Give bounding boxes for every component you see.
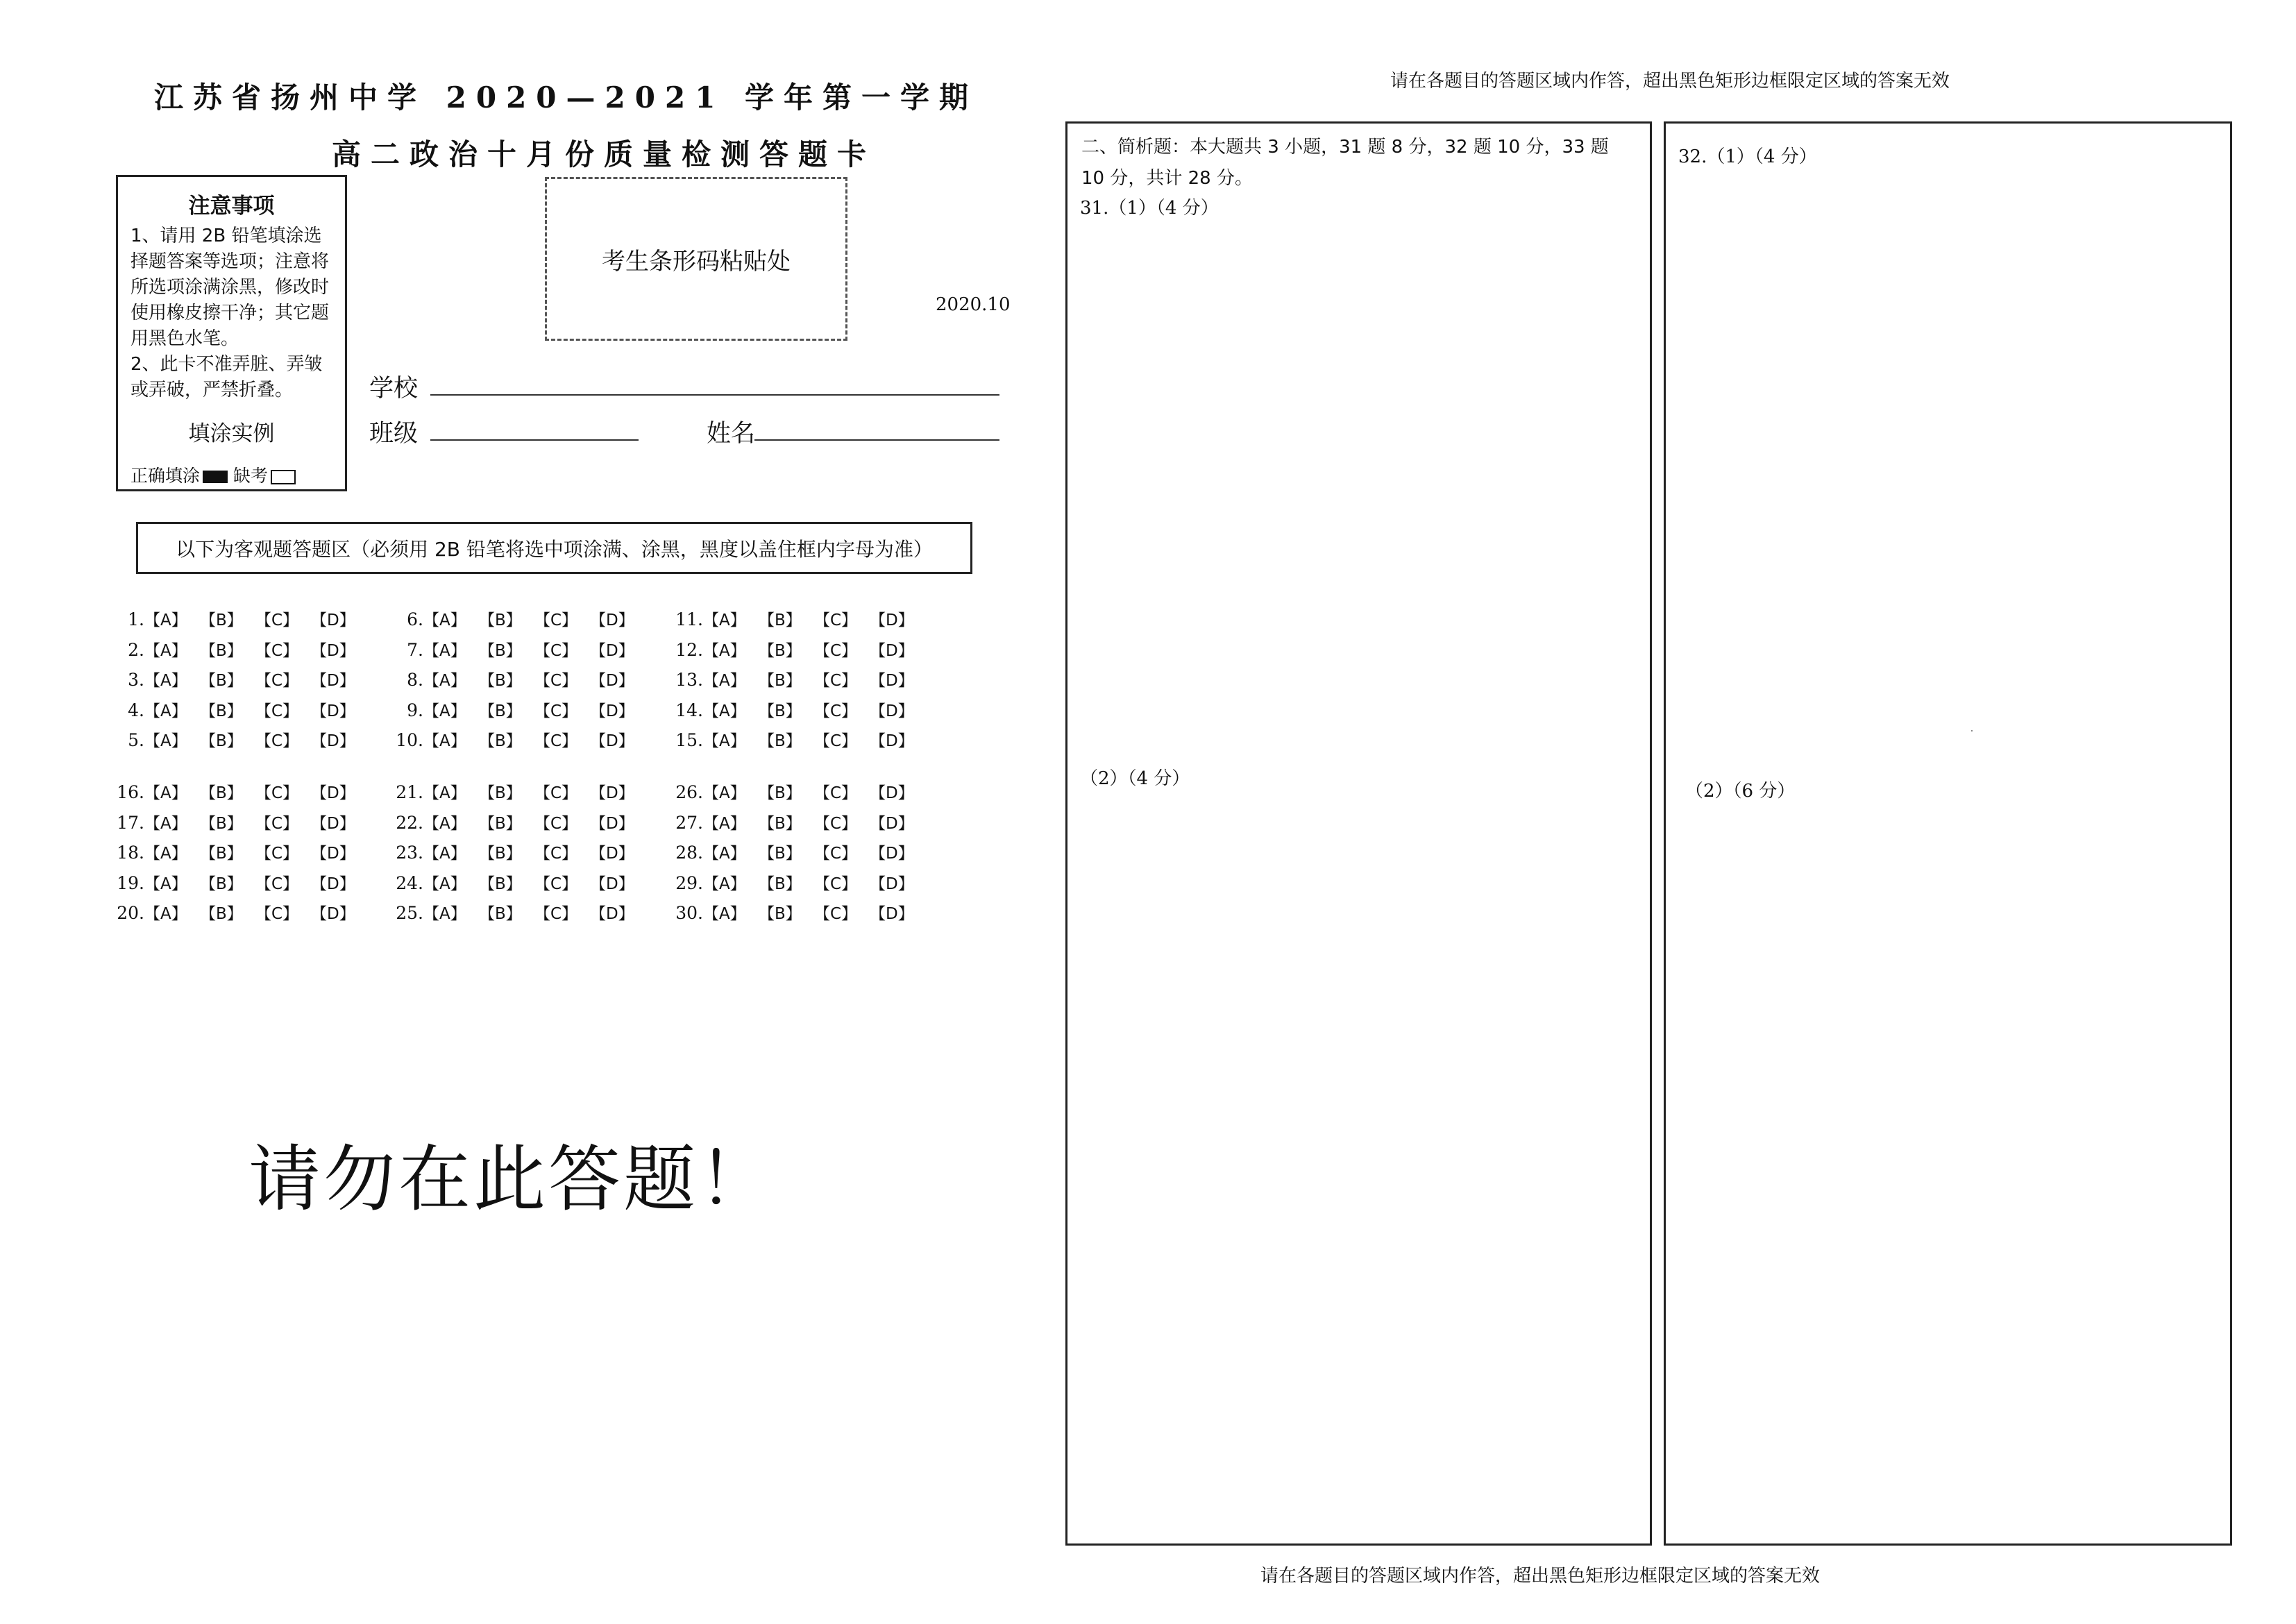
answer-bubble[interactable]: 【C】 [255, 784, 299, 802]
answer-bubble[interactable]: 【A】 [144, 641, 187, 660]
section-heading: 二、简析题：本大题共 3 小题，31 题 8 分，32 题 10 分，33 题 10 分，共计 28 分。 [1081, 137, 1609, 189]
class-label: 班级 [369, 420, 419, 448]
answer-bubble[interactable]: 【D】 [311, 611, 355, 629]
answer-bubble[interactable]: 【B】 [479, 905, 522, 923]
answer-bubble[interactable]: 【A】 [144, 905, 187, 923]
answer-bubble[interactable]: 【A】 [703, 845, 746, 863]
answer-bubble[interactable]: 【C】 [255, 874, 299, 893]
filled-square-icon [203, 471, 228, 483]
answer-bubble[interactable]: 【C】 [534, 874, 578, 893]
answer-bubble[interactable]: 【C】 [814, 611, 858, 629]
question-number: 15. [675, 730, 703, 750]
answer-bubble[interactable]: 【C】 [255, 845, 299, 863]
question-row [390, 700, 645, 721]
question-number: 11. [675, 609, 703, 629]
answer-bubble[interactable]: 【C】 [255, 814, 299, 833]
question-row [670, 700, 925, 721]
question-number: 4. [128, 700, 144, 720]
answer-bubble[interactable]: 【D】 [311, 702, 355, 720]
fill-example-heading: 填涂实例 [188, 421, 275, 446]
answer-bubble[interactable]: 【C】 [534, 702, 578, 720]
answer-bubble[interactable]: 【D】 [311, 814, 355, 833]
answer-bubble[interactable]: 【D】 [311, 672, 355, 690]
answer-bubble[interactable]: 【C】 [534, 732, 578, 750]
answer-sheet-title: 高二政治十月份质量检测答题卡 [332, 137, 877, 171]
question-row [111, 873, 366, 894]
question-number: 5. [128, 730, 144, 750]
correct-fill-label: 正确填涂 [130, 466, 201, 486]
answer-bubble[interactable]: 【D】 [870, 611, 914, 629]
answer-bubble[interactable]: 【D】 [590, 672, 634, 690]
answer-bubble[interactable]: 【D】 [311, 784, 355, 802]
answer-bubble[interactable]: 【B】 [479, 784, 522, 802]
question-row [390, 609, 645, 630]
answer-bubble[interactable]: 【B】 [200, 611, 243, 629]
answer-bubble[interactable]: 【B】 [759, 905, 802, 923]
question-number: 9. [407, 700, 423, 720]
question-row [670, 730, 925, 751]
answer-bubble[interactable]: 【B】 [759, 702, 802, 720]
question-number: 22. [396, 812, 423, 833]
answer-bubble[interactable]: 【C】 [255, 641, 299, 660]
answer-bubble[interactable]: 【C】 [255, 672, 299, 690]
answer-bubble[interactable]: 【A】 [144, 732, 187, 750]
answer-bubble[interactable]: 【B】 [479, 874, 522, 893]
answer-bubble[interactable]: 【B】 [759, 672, 802, 690]
question-row [390, 640, 645, 661]
answer-bubble[interactable]: 【B】 [759, 641, 802, 660]
answer-bubble[interactable]: 【B】 [200, 702, 243, 720]
question-row [670, 873, 925, 894]
answer-bubble[interactable]: 【B】 [759, 611, 802, 629]
answer-bubble[interactable]: 【D】 [311, 732, 355, 750]
answer-bubble[interactable]: 【A】 [144, 845, 187, 863]
exam-title: 江苏省扬州中学 2020—2021 学年第一学期 [154, 81, 979, 115]
answer-bubble[interactable]: 【D】 [590, 784, 634, 802]
answer-bubble[interactable]: 【B】 [479, 672, 522, 690]
answer-bubble[interactable]: 【D】 [870, 874, 914, 893]
question-number: 16. [117, 782, 144, 802]
question-number: 25. [396, 903, 423, 923]
answer-bubble[interactable]: 【C】 [255, 702, 299, 720]
answer-bubble[interactable]: 【B】 [759, 814, 802, 833]
question-row [390, 813, 645, 834]
answer-bubble[interactable]: 【B】 [759, 874, 802, 893]
answer-bubble[interactable]: 【C】 [814, 641, 858, 660]
answer-bubble[interactable]: 【D】 [870, 641, 914, 660]
answer-bubble[interactable]: 【A】 [703, 784, 746, 802]
answer-bubble[interactable]: 【B】 [479, 702, 522, 720]
answer-bubble[interactable]: 【A】 [703, 641, 746, 660]
question-number: 14. [675, 700, 703, 720]
answer-bubble[interactable]: 【D】 [590, 732, 634, 750]
answer-bubble[interactable]: 【B】 [759, 784, 802, 802]
answer-bubble[interactable]: 【C】 [534, 611, 578, 629]
q32-part1-label: 32.（1）（4 分） [1678, 146, 1817, 167]
answer-bubble[interactable]: 【D】 [870, 732, 914, 750]
answer-bubble[interactable]: 【A】 [703, 814, 746, 833]
answer-bubble[interactable]: 【B】 [200, 905, 243, 923]
answer-bubble[interactable]: 【A】 [703, 702, 746, 720]
answer-bubble[interactable]: 【A】 [423, 732, 466, 750]
question-number: 17. [117, 812, 144, 833]
question-number: 23. [396, 843, 423, 863]
question-row [111, 700, 366, 721]
school-field[interactable] [430, 394, 999, 396]
objective-instruction-box [136, 522, 972, 574]
q31-part2-label: （2）（4 分） [1080, 768, 1190, 789]
question-number: 7. [407, 639, 423, 660]
notice-item-2: 2、此卡不准弄脏、弄皱或弄破，严禁折叠。 [130, 354, 323, 400]
answer-bubble[interactable]: 【C】 [534, 905, 578, 923]
answer-bubble[interactable]: 【B】 [200, 784, 243, 802]
answer-bubble[interactable]: 【B】 [759, 845, 802, 863]
answer-bubble[interactable]: 【C】 [534, 784, 578, 802]
answer-bubble[interactable]: 【B】 [200, 672, 243, 690]
answer-bubble[interactable]: 【A】 [423, 702, 466, 720]
question-number: 30. [675, 903, 703, 923]
question-row [670, 782, 925, 803]
answer-bubble[interactable]: 【A】 [703, 611, 746, 629]
answer-bubble[interactable]: 【D】 [590, 845, 634, 863]
class-field[interactable] [430, 439, 639, 441]
question-number: 28. [675, 843, 703, 863]
question-number: 3. [128, 670, 144, 690]
answer-bubble[interactable]: 【A】 [144, 814, 187, 833]
notice-box [116, 175, 347, 491]
question-number: 20. [117, 903, 144, 923]
answer-bubble[interactable]: 【A】 [703, 672, 746, 690]
question-row [390, 730, 645, 751]
barcode-label: 考生条形码粘贴处 [602, 247, 791, 276]
fill-example [130, 462, 345, 487]
answer-bubble[interactable]: 【D】 [870, 905, 914, 923]
question-row [111, 782, 366, 803]
answer-bubble[interactable]: 【A】 [423, 845, 466, 863]
notice-heading: 注意事项 [188, 194, 275, 219]
question-row [670, 813, 925, 834]
answer-bubble[interactable]: 【C】 [814, 905, 858, 923]
answer-bubble[interactable]: 【A】 [423, 641, 466, 660]
question-row [111, 640, 366, 661]
answer-panel-q32[interactable] [1664, 121, 2232, 1546]
question-row [670, 640, 925, 661]
answer-bubble[interactable]: 【A】 [703, 874, 746, 893]
school-label: 学校 [369, 375, 419, 403]
answer-bubble[interactable]: 【B】 [479, 814, 522, 833]
answer-bubble[interactable]: 【C】 [814, 784, 858, 802]
answer-bubble[interactable]: 【B】 [200, 732, 243, 750]
answer-bubble[interactable]: 【B】 [200, 845, 243, 863]
answer-bubble[interactable]: 【D】 [590, 641, 634, 660]
question-row [111, 813, 366, 834]
answer-bubble[interactable]: 【B】 [200, 641, 243, 660]
question-row [111, 903, 366, 924]
answer-bubble[interactable]: 【D】 [870, 814, 914, 833]
question-row [111, 843, 366, 863]
question-number: 19. [117, 872, 144, 893]
objective-instruction: 以下为客观题答题区（必须用 2B 铅笔将选中项涂满、涂黑，黑度以盖住框内字母为准） [176, 537, 933, 561]
answer-bubble[interactable]: 【A】 [423, 905, 466, 923]
question-number: 6. [407, 609, 423, 629]
absent-label: 缺考 [233, 466, 269, 486]
answer-bubble[interactable]: 【B】 [200, 874, 243, 893]
answer-bubble[interactable]: 【A】 [144, 611, 187, 629]
answer-bubble[interactable]: 【A】 [144, 874, 187, 893]
answer-bubble[interactable]: 【C】 [534, 672, 578, 690]
answer-bubble[interactable]: 【A】 [423, 814, 466, 833]
answer-bubble[interactable]: 【D】 [870, 672, 914, 690]
question-row [390, 903, 645, 924]
answer-bubble[interactable]: 【A】 [703, 905, 746, 923]
answer-bubble[interactable]: 【D】 [870, 702, 914, 720]
question-row [670, 670, 925, 691]
question-number: 8. [407, 670, 423, 690]
question-number: 18. [117, 843, 144, 863]
answer-bubble[interactable]: 【D】 [870, 784, 914, 802]
answer-bubble[interactable]: 【C】 [255, 732, 299, 750]
answer-bubble[interactable]: 【D】 [590, 702, 634, 720]
answer-bubble[interactable]: 【D】 [311, 845, 355, 863]
answer-bubble[interactable]: 【C】 [814, 845, 858, 863]
top-area-notice: 请在各题目的答题区域内作答，超出黑色矩形边框限定区域的答案无效 [1390, 71, 1950, 92]
name-label: 姓名 [707, 420, 756, 448]
answer-bubble[interactable]: 【A】 [144, 702, 187, 720]
question-number: 27. [675, 812, 703, 833]
answer-bubble[interactable]: 【A】 [144, 672, 187, 690]
answer-bubble[interactable]: 【A】 [423, 611, 466, 629]
exam-date: 2020.10 [936, 294, 1011, 315]
answer-bubble[interactable]: 【B】 [479, 845, 522, 863]
bottom-area-notice: 请在各题目的答题区域内作答，超出黑色矩形边框限定区域的答案无效 [1260, 1566, 1821, 1587]
answer-bubble[interactable]: 【B】 [479, 641, 522, 660]
stray-mark [1971, 730, 1973, 731]
question-row [670, 903, 925, 924]
answer-bubble[interactable]: 【C】 [534, 845, 578, 863]
answer-bubble[interactable]: 【A】 [144, 784, 187, 802]
question-number: 26. [675, 782, 703, 802]
question-row [111, 670, 366, 691]
answer-panel-q31[interactable] [1065, 121, 1652, 1546]
answer-bubble[interactable]: 【C】 [814, 702, 858, 720]
question-number: 24. [396, 872, 423, 893]
answer-bubble[interactable]: 【C】 [814, 672, 858, 690]
question-number: 13. [675, 670, 703, 690]
question-row [111, 730, 366, 751]
answer-bubble[interactable]: 【B】 [479, 611, 522, 629]
question-row [390, 843, 645, 863]
question-number: 29. [675, 872, 703, 893]
answer-bubble[interactable]: 【B】 [759, 732, 802, 750]
answer-bubble[interactable]: 【C】 [255, 611, 299, 629]
q32-part2-label: （2）（6 分） [1685, 781, 1796, 802]
answer-bubble[interactable]: 【D】 [311, 641, 355, 660]
question-number: 12. [675, 639, 703, 660]
answer-bubble[interactable]: 【A】 [423, 874, 466, 893]
question-number: 21. [396, 782, 423, 802]
answer-bubble[interactable]: 【A】 [703, 732, 746, 750]
absent-checkbox[interactable] [271, 470, 296, 484]
barcode-area [545, 177, 847, 341]
answer-bubble[interactable]: 【D】 [590, 874, 634, 893]
answer-bubble[interactable]: 【C】 [814, 814, 858, 833]
answer-bubble[interactable]: 【D】 [311, 905, 355, 923]
answer-bubble[interactable]: 【A】 [423, 784, 466, 802]
question-row [111, 609, 366, 630]
answer-bubble[interactable]: 【A】 [423, 672, 466, 690]
answer-bubble[interactable]: 【C】 [814, 732, 858, 750]
answer-bubble[interactable]: 【D】 [590, 814, 634, 833]
answer-bubble[interactable]: 【C】 [534, 814, 578, 833]
answer-bubble[interactable]: 【D】 [870, 845, 914, 863]
question-row [390, 782, 645, 803]
notice-item-1: 1、请用 2B 铅笔填涂选择题答案等选项；注意将所选项涂满涂黑，修改时使用橡皮擦干净；其它题用黑色水笔。 [130, 226, 330, 349]
question-number: 2. [128, 639, 144, 660]
answer-bubble[interactable]: 【B】 [200, 814, 243, 833]
question-row [390, 670, 645, 691]
question-number: 1. [128, 609, 144, 629]
question-row [670, 609, 925, 630]
question-row [390, 873, 645, 894]
answer-bubble[interactable]: 【D】 [590, 905, 634, 923]
answer-bubble[interactable]: 【B】 [479, 732, 522, 750]
question-number: 10. [396, 730, 423, 750]
answer-bubble[interactable]: 【C】 [255, 905, 299, 923]
question-row [670, 843, 925, 863]
answer-bubble[interactable]: 【D】 [590, 611, 634, 629]
q31-part1-label: 31.（1）（4 分） [1080, 198, 1219, 219]
answer-bubble[interactable]: 【C】 [814, 874, 858, 893]
name-field[interactable] [754, 439, 999, 441]
answer-bubble[interactable]: 【C】 [534, 641, 578, 660]
answer-bubble[interactable]: 【D】 [311, 874, 355, 893]
no-answer-warning: 请勿在此答题！ [248, 1137, 774, 1221]
